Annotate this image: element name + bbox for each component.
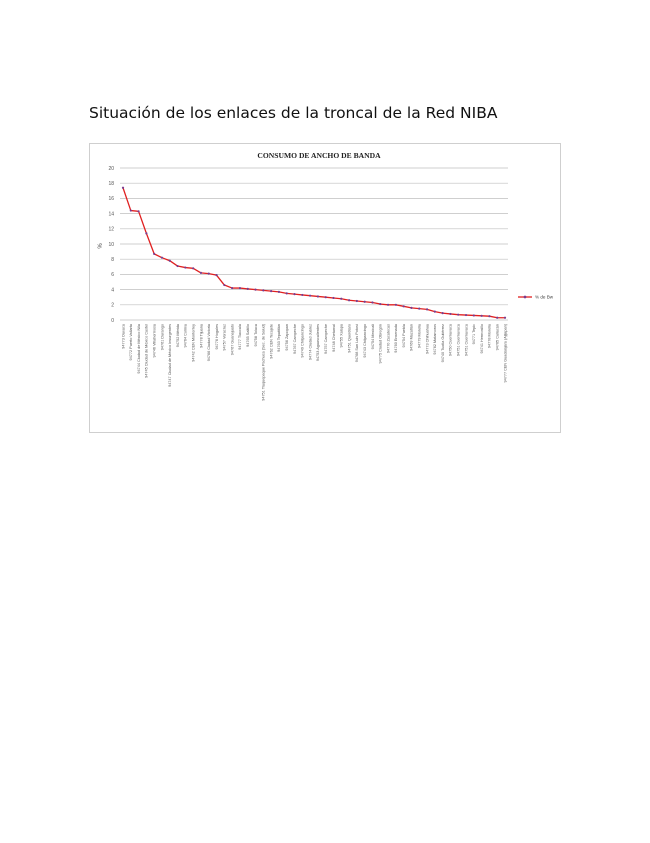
y-tick-label: 4 xyxy=(111,287,114,294)
x-tick-label: 94763 Tepatitlán xyxy=(277,324,282,352)
data-point xyxy=(457,314,459,316)
data-point xyxy=(426,308,428,310)
data-point xyxy=(481,315,483,317)
x-tick-label: 94770 Zacatecas xyxy=(386,324,391,354)
data-point xyxy=(176,265,178,267)
x-tick-label: 94773 Oaxaca xyxy=(121,324,126,349)
page-heading: Situación de los enlaces de la troncal de la Red NIBA xyxy=(89,104,498,122)
series-line xyxy=(123,188,505,318)
data-point xyxy=(231,287,233,289)
data-point xyxy=(395,304,397,306)
data-point xyxy=(122,187,124,189)
data-point xyxy=(371,301,373,303)
data-point xyxy=(137,210,139,212)
bandwidth-chart xyxy=(90,144,560,432)
x-tick-label: 94768 San Luis Potosí xyxy=(355,324,360,363)
data-point xyxy=(504,317,506,319)
y-tick-label: 20 xyxy=(108,165,114,172)
data-point xyxy=(200,272,202,274)
x-tick-label: 94761 Durango xyxy=(160,324,165,351)
data-point xyxy=(161,257,163,259)
data-point xyxy=(410,307,412,309)
x-tick-label: 94764 Colima xyxy=(183,324,188,348)
x-tick-label: 94748 Chetumal xyxy=(331,324,336,352)
y-tick-label: 16 xyxy=(108,196,114,203)
x-tick-label: 94757 Veracruz xyxy=(222,324,227,351)
data-point xyxy=(449,313,451,315)
y-axis-label: % xyxy=(98,243,104,249)
x-tick-label: 94751 Querétaro xyxy=(347,324,352,353)
data-point xyxy=(332,297,334,299)
data-point xyxy=(348,299,350,301)
data-point xyxy=(215,274,217,276)
data-point xyxy=(325,296,327,298)
x-tick-label: 94777 Tlaxcala xyxy=(238,324,243,350)
data-point xyxy=(379,303,381,305)
y-tick-label: 6 xyxy=(111,272,114,279)
y-tick-label: 8 xyxy=(111,257,114,263)
chart-figure xyxy=(89,143,561,433)
y-tick-label: 18 xyxy=(108,181,114,187)
y-tick-label: 10 xyxy=(108,241,114,248)
data-point xyxy=(364,301,366,303)
data-point xyxy=(496,317,498,319)
data-point xyxy=(262,289,264,291)
data-point xyxy=(465,314,467,316)
data-point xyxy=(239,287,241,289)
x-tick-label: 94745 Ciudad de México Castel xyxy=(144,324,149,378)
x-tick-label: 94741 Hermosillo xyxy=(479,324,484,354)
x-tick-label: 94760 Ensenada xyxy=(394,324,399,353)
x-tick-label: 94776 Hogales xyxy=(214,324,219,350)
x-tick-label: 94758 Toluca xyxy=(253,324,258,347)
x-tick-label: 94743 Chilpancingo xyxy=(362,324,367,358)
x-tick-label: 94744 Ciudad de México Nila xyxy=(136,324,141,374)
x-tick-label: 94765 Saltillo xyxy=(246,324,251,347)
x-tick-label: 94774 Ciudad Juárez xyxy=(308,324,313,361)
x-tick-label: 94778 Morelia xyxy=(487,324,492,349)
x-tick-label: 94775 Ciudad Obregón xyxy=(378,324,383,364)
legend-label: % de Bw xyxy=(535,294,554,300)
x-tick-label: 94754 Puebla xyxy=(401,324,406,348)
x-tick-label: 94766 Ciudad Victoria xyxy=(207,324,212,362)
x-tick-label: 94751 Cuernavaca xyxy=(456,324,461,357)
y-tick-label: 2 xyxy=(111,302,114,309)
x-tick-label: 94742 CEN Monterrey xyxy=(191,324,196,362)
data-point xyxy=(340,298,342,300)
data-point xyxy=(403,305,405,307)
data-point xyxy=(293,293,295,295)
data-point xyxy=(309,295,311,297)
data-point xyxy=(247,288,249,290)
data-point xyxy=(208,273,210,275)
y-tick-label: 14 xyxy=(108,211,114,218)
x-tick-label: 94769 Mazatlán xyxy=(409,324,414,352)
data-point xyxy=(418,308,420,310)
data-point xyxy=(145,232,147,234)
data-point xyxy=(387,304,389,306)
x-tick-label: 94740 Tuxtla Gutiérrez xyxy=(440,324,445,363)
x-tick-label: 94751 Cuernavaca xyxy=(464,324,469,357)
data-point xyxy=(488,315,490,317)
x-tick-label: 94767 Guanajuato xyxy=(230,324,235,356)
x-tick-label: 94772 Puerto Vallarta xyxy=(129,324,134,361)
x-tick-label: 94746 Villahermosa xyxy=(152,324,157,358)
x-tick-label: 94765 Culiacán xyxy=(495,324,500,351)
data-point xyxy=(301,294,303,296)
data-point xyxy=(473,314,475,316)
x-tick-label: 94756 Zapopan xyxy=(285,324,290,351)
data-point xyxy=(153,253,155,255)
x-tick-label: 94771 Tepic xyxy=(472,324,477,345)
y-tick-label: 0 xyxy=(111,317,114,324)
data-point xyxy=(442,312,444,314)
x-tick-label: 94753 Aguascalientes xyxy=(316,324,321,362)
x-tick-label: 94752 Mérida xyxy=(175,324,180,348)
x-tick-label: 94751 Tlaquepaque Pachuca (Sec. de Salud) xyxy=(261,324,266,401)
data-point xyxy=(434,311,436,313)
x-tick-label: 94747 Ciudad de México Insurgentes xyxy=(168,324,173,387)
x-tick-label: 94773 Chihuahua xyxy=(425,324,430,354)
data-point xyxy=(169,260,171,262)
x-tick-label: 94757 Campeche xyxy=(323,324,328,354)
x-tick-label: 94777 CEN Guadalajara (Ajijapan) xyxy=(503,324,508,383)
x-tick-label: 94779 Morelia xyxy=(417,324,422,349)
x-tick-label: 94749 Chilpancingo xyxy=(300,324,305,358)
x-tick-label: 94754 Mexicali xyxy=(370,324,375,350)
data-point xyxy=(223,284,225,286)
x-tick-label: 94778 Tijuana xyxy=(199,324,204,348)
x-tick-label: 94762 CEN Tecajete xyxy=(269,324,274,359)
data-point xyxy=(286,292,288,294)
data-point xyxy=(130,209,132,211)
legend-marker xyxy=(524,296,527,299)
data-point xyxy=(278,291,280,293)
x-tick-label: 94767 Campeche xyxy=(292,324,297,354)
y-tick-label: 12 xyxy=(108,226,114,233)
x-tick-label: 94750 Cuernavaca xyxy=(448,324,453,357)
data-point xyxy=(356,300,358,302)
data-point xyxy=(184,266,186,268)
x-tick-label: 94762 Matamoros xyxy=(433,324,438,355)
data-point xyxy=(270,290,272,292)
data-point xyxy=(192,267,194,269)
chart-title: CONSUMO DE ANCHO DE BANDA xyxy=(257,151,381,160)
data-point xyxy=(254,289,256,291)
data-point xyxy=(317,295,319,297)
x-tick-label: 94755 Xalapa xyxy=(339,324,344,348)
